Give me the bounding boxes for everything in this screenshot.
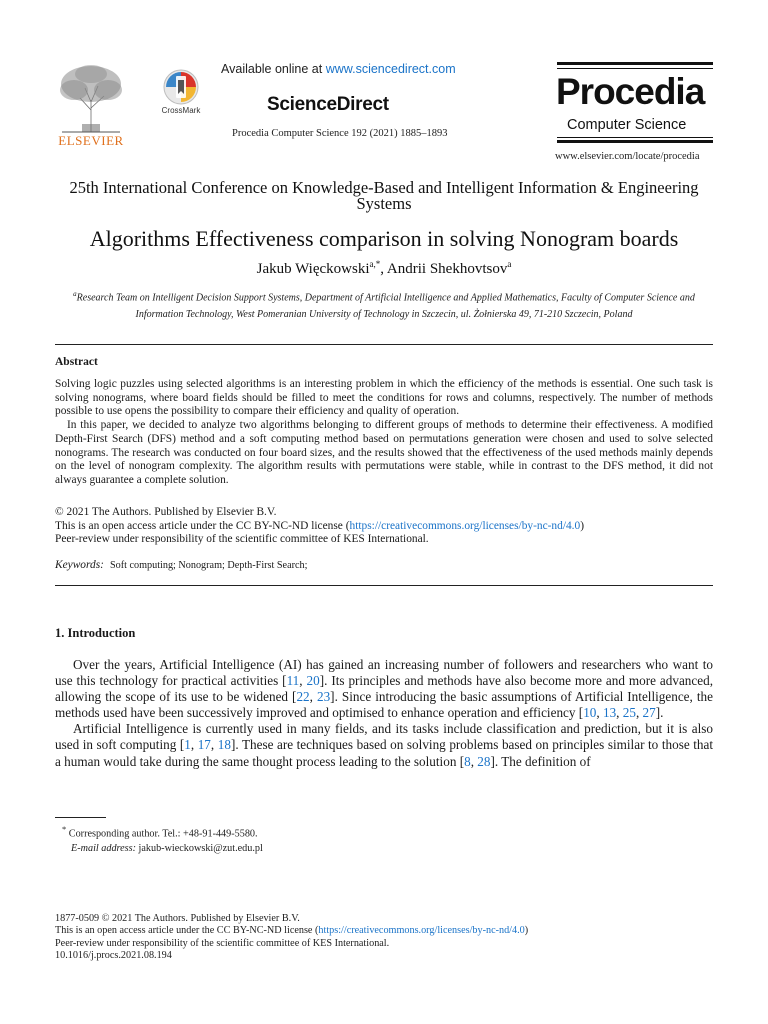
- citation-link[interactable]: 20: [306, 673, 320, 689]
- citation-link[interactable]: 8: [464, 753, 471, 769]
- abstract-paragraph: In this paper, we decided to analyze two algorithms belonging to different groups of methods to determine their effectiveness. A modified Depth-First Search (DFS) method and a soft computing method based on permutations generation were chosen and used to solve selected nonograms. The research was conducted on four board sizes, and the results showed that the effectiveness of the used methods mainly depends on the level of nonogram complexity. The algorithm results with permutations were stable, while in contrast to the DFS method, it did not always guarantee a complete solution.: [55, 419, 713, 486]
- procedia-rule-bottom-thin: [557, 137, 713, 138]
- citation-link[interactable]: 25: [622, 705, 636, 721]
- citation-link[interactable]: 27: [642, 705, 656, 721]
- copyright-line: © 2021 The Authors. Published by Elsevier B.V.: [55, 506, 277, 518]
- section-heading: 1. Introduction: [55, 626, 136, 640]
- license-suffix: ): [580, 519, 585, 532]
- citation-link[interactable]: 13: [602, 705, 617, 721]
- intro-paragraph: Over the years, Artificial Intelligence (AI) has gained an increasing number of followers and researchers who want to use this technology for practical activities [11, 20]. Its principles and methods have also become more and more advanced, allowing the scope of its use to be widened [22, 23]. Since introducing the basic assumptions of Artificial Intelligence, the methods used have been successively improved and optimised to enhance operation and efficiency [10, 13, 25, 27].: [55, 657, 713, 721]
- sciencedirect-wordmark: ScienceDirect: [267, 94, 389, 115]
- citation-link[interactable]: 18: [217, 737, 231, 753]
- citation-link[interactable]: 28: [477, 753, 491, 769]
- author-name: Jakub Więckowski: [256, 261, 370, 277]
- issn-line: 1877-0509 © 2021 The Authors. Published by Elsevier B.V.: [55, 913, 300, 924]
- license-line: [55, 520, 713, 534]
- abstract-paragraph: Solving logic puzzles using selected algorithms is an interesting problem in which the efficiency of the methods is essential. One such task is solving nonograms, where board fields should be filled to meet the conditions for rows and columns, respectively. The number of methods possible to use opens the possibility to compare their efficiency and quality of operation.: [55, 378, 713, 418]
- available-prefix: Available online at: [221, 62, 326, 76]
- procedia-rule-top-thick: [557, 62, 713, 65]
- citation-link[interactable]: 11: [286, 673, 300, 689]
- affiliation: [55, 286, 713, 323]
- author-list: [40, 259, 728, 278]
- available-online: [221, 62, 456, 76]
- abstract-bottom-rule: [55, 585, 713, 586]
- corresponding-author: * Corresponding author. Tel.: +48-91-449-5580.: [62, 824, 258, 840]
- journal-reference: Procedia Computer Science 192 (2021) 1885–1893: [232, 128, 448, 139]
- citation-link[interactable]: 1: [184, 737, 191, 753]
- introduction-body: [55, 657, 713, 770]
- author-superscript: a: [507, 259, 512, 269]
- citation-link[interactable]: 23: [316, 689, 331, 705]
- copyright-block: [55, 506, 713, 547]
- sciencedirect-url-link[interactable]: www.sciencedirect.com: [325, 62, 456, 76]
- procedia-rule-bottom-thick: [557, 140, 713, 143]
- footnote-star: *: [62, 824, 67, 834]
- license-link[interactable]: https://creativecommons.org/licenses/by-nc-nd/4.0: [349, 519, 581, 532]
- citation-link[interactable]: 17: [197, 737, 211, 753]
- affiliation-text: Research Team on Intelligent Decision Support Systems, Department of Artificial Intelligence and Applied Mathematics, Faculty of Computer Science and Information Technology, West Pomeranian University of Technology in Szczecin, ul. Żołnierska 49, 71-210 Szczecin, Poland: [76, 292, 695, 321]
- footnote: [62, 822, 263, 856]
- citation-link[interactable]: 10: [583, 705, 597, 721]
- procedia-subtitle: Computer Science: [567, 117, 687, 133]
- paper-title: Algorithms Effectiveness comparison in solving Nonogram boards: [89, 226, 679, 251]
- crossmark-label: CrossMark: [161, 106, 201, 115]
- bottom-publication-info: [55, 913, 713, 962]
- author-superscript[interactable]: a,*: [369, 259, 381, 269]
- author-name: , Andrii Shekhovtsov: [380, 261, 508, 277]
- doi-line[interactable]: 10.1016/j.procs.2021.08.194: [55, 949, 172, 961]
- affiliation-superscript: a: [73, 290, 77, 298]
- procedia-title: Procedia: [556, 71, 705, 112]
- abstract-top-rule: [55, 344, 713, 345]
- email-label: E-mail address:: [71, 842, 136, 854]
- intro-paragraph: Artificial Intelligence is currently used in many fields, and its tasks include classification and prediction, but it is also used in soft computing [1, 17, 18]. These are techniques based on solving problems based on principles similar to those that a human would take during the same thought process leading to the solution [8, 28]. The definition of: [55, 721, 714, 769]
- bottom-peer-review: Peer-review under responsibility of the scientific committee of KES International.: [55, 937, 390, 949]
- abstract-heading: Abstract: [55, 356, 98, 368]
- license-prefix: This is an open access article under the CC BY-NC-ND license (: [55, 519, 350, 532]
- email-address[interactable]: jakub-wieckowski@zut.edu.pl: [136, 842, 263, 854]
- bottom-license-link[interactable]: https://creativecommons.org/licenses/by-nc-nd/4.0: [318, 925, 525, 937]
- keywords-label: Keywords:: [55, 559, 104, 571]
- bottom-license-line: This is an open access article under the CC BY-NC-ND license (https://creativecommons.org/licenses/by-nc-nd/4.0): [55, 925, 529, 937]
- keywords-text: Soft computing; Nonogram; Depth-First Search;: [109, 560, 308, 571]
- conference-name: 25th International Conference on Knowledge-Based and Intelligent Information & Engineering Systems: [69, 178, 699, 213]
- footnote-rule: [55, 817, 106, 818]
- keywords-line: [55, 559, 307, 571]
- email-line: [62, 842, 263, 857]
- peer-review-line: Peer-review under responsibility of the scientific committee of KES International.: [55, 533, 429, 546]
- elsevier-wordmark: ELSEVIER: [58, 133, 124, 148]
- citation-link[interactable]: 22: [296, 689, 310, 705]
- abstract-body: [55, 378, 713, 488]
- elsevier-locate-link[interactable]: www.elsevier.com/locate/procedia: [555, 151, 700, 162]
- procedia-rule-top-thin: [557, 68, 713, 69]
